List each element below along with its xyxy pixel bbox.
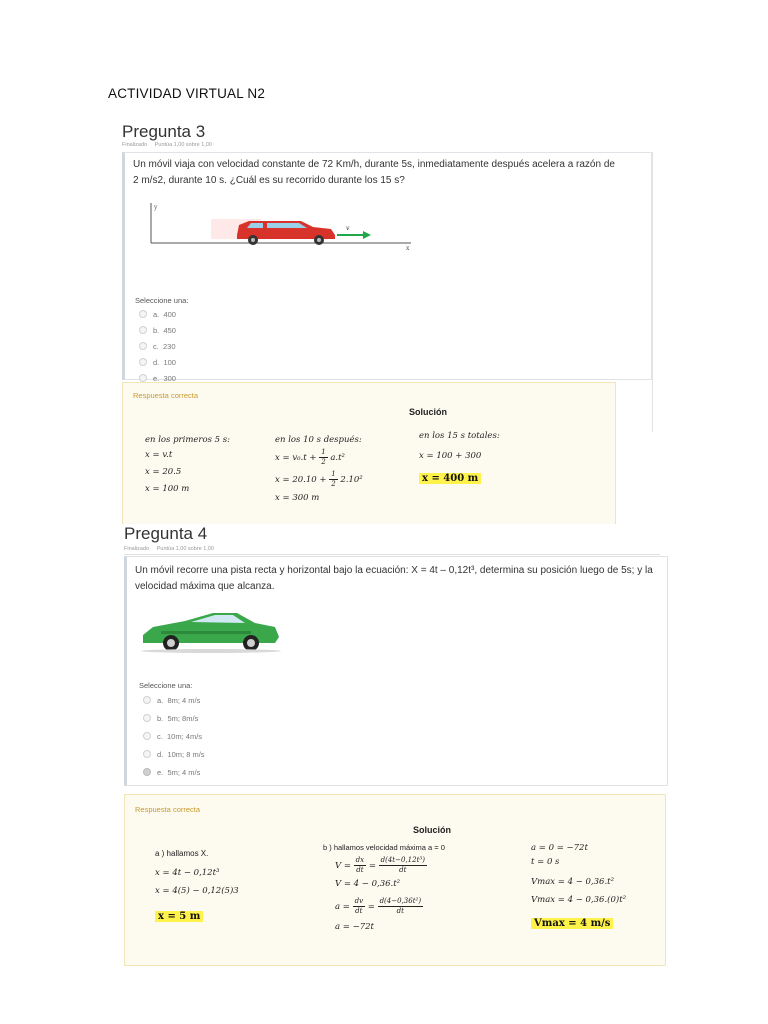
q4-position-answer: x = 5 m <box>155 911 203 922</box>
radio-icon[interactable] <box>139 326 147 334</box>
document-title: ACTIVIDAD VIRTUAL N2 <box>108 86 266 101</box>
radio-icon[interactable] <box>143 750 151 758</box>
velocity-arrow-icon <box>337 231 371 239</box>
question-4-options <box>143 691 205 781</box>
question-4-select-label: Seleccione una: <box>139 681 193 690</box>
radio-icon[interactable] <box>143 696 151 704</box>
scroll-divider <box>652 152 653 432</box>
question-3-option-e[interactable]: e. 300 <box>139 370 176 386</box>
radio-icon[interactable] <box>139 310 147 318</box>
question-3-text: Un móvil viaja con velocidad constante de 72 Km/h, durante 5s, inmediatamente después acelera a razón de 2 m/s2, durante 10 s. ¿Cuál es su recorrido durante los 15 s? <box>133 159 615 186</box>
question-3-select-label: Seleccione una: <box>135 296 189 305</box>
radio-icon[interactable] <box>139 358 147 366</box>
velocity-label: v <box>346 225 350 232</box>
red-car-icon <box>211 219 335 245</box>
radio-icon[interactable] <box>139 342 147 350</box>
question-4-option-e[interactable]: e. 5m; 4 m/s <box>143 763 205 781</box>
question-4-option-b[interactable]: b. 5m; 8m/s <box>143 709 205 727</box>
radio-icon[interactable] <box>143 732 151 740</box>
q4-solution-col1: a ) hallamos X. x = 4t − 0,12t³ x = 4(5) − 0,12(5)3 x = 5 m <box>155 849 239 922</box>
radio-icon[interactable] <box>143 714 151 722</box>
question-3-option-d[interactable]: d. 100 <box>139 354 176 370</box>
question-3-answer-box <box>122 382 616 526</box>
question-4-text: Un móvil recorre una pista recta y horizontal bajo la ecuación: X = 4t – 0,12t³, determina su posición luego de 5s; y la velocidad máxima que alcanza. <box>135 565 653 592</box>
q4-solution-col2: b ) hallamos velocidad máxima a = 0 V = $\frac{dx}{dt}$ = $\frac{\text{d(4t−0,12t³)}}{dt}$ V = 4 − 0,36.t² a = $\frac{dv}{dt}$ = $\frac{\text{d(4−0,36t²)}}{dt}$ a = −72t <box>323 843 445 932</box>
question-4-solution-title: Solución <box>413 825 451 835</box>
question-4-option-d[interactable]: d. 10m; 8 m/s <box>143 745 205 763</box>
question-4-points: Puntúa 1,00 sobre 1,00 <box>156 546 214 552</box>
question-3-screenshot <box>122 120 658 524</box>
question-4-screenshot <box>122 524 668 964</box>
q3-solution-col3: en los 15 s totales: x = 100 + 300 x = 400 m <box>419 431 500 484</box>
question-4-title: Pregunta 4 <box>124 524 208 543</box>
question-3-feedback: Respuesta correcta <box>133 391 199 400</box>
q4-velocity-answer: Vmax = 4 m/s <box>531 918 613 929</box>
question-4-option-c[interactable]: c. 10m; 4m/s <box>143 727 205 745</box>
question-3-title: Pregunta 3 <box>122 122 206 141</box>
question-3-meta <box>122 142 212 148</box>
q3-solution-col2: en los 10 s después: x = v₀.t + $\frac{1}{2}$ a.t² x = 20.10 + $\frac{1}{2}$ 2.10² x = 300 m <box>275 435 363 503</box>
q3-solution-col1: en los primeros 5 s: x = v.t x = 20.5 x = 100 m <box>145 435 230 494</box>
green-car-icon <box>133 605 283 653</box>
radio-selected-icon[interactable] <box>143 768 151 776</box>
q3-final-answer: x = 400 m <box>419 473 481 484</box>
question-3-solution-title: Solución <box>409 407 447 417</box>
question-3-status: Finalizado <box>122 142 148 148</box>
question-3-option-a[interactable]: a. 400 <box>139 306 176 322</box>
axis-x-label: x <box>406 245 410 252</box>
q4-solution-col3: a = 0 = −72t t = 0 s Vmax = 4 − 0,36.t² Vmax = 4 − 0,36.(0)t² Vmax = 4 m/s <box>531 843 627 929</box>
question-3-box <box>122 152 652 383</box>
question-3-option-c[interactable]: c. 230 <box>139 338 176 354</box>
question-3-figure <box>141 197 421 257</box>
question-3-option-b[interactable]: b. 450 <box>139 322 176 338</box>
question-4-box <box>124 556 668 786</box>
question-3-points: Puntúa 1,00 sobre 1,00 <box>154 142 212 148</box>
question-3-options <box>139 306 176 386</box>
radio-icon[interactable] <box>139 374 147 382</box>
question-4-feedback: Respuesta correcta <box>135 805 201 814</box>
question-4-option-a[interactable]: a. 8m; 4 m/s <box>143 691 205 709</box>
header-divider <box>124 554 660 555</box>
axis-y-label: y <box>154 204 158 211</box>
question-4-status: Finalizado <box>124 546 150 552</box>
question-4-answer-box <box>124 794 666 966</box>
question-4-meta <box>124 546 214 552</box>
